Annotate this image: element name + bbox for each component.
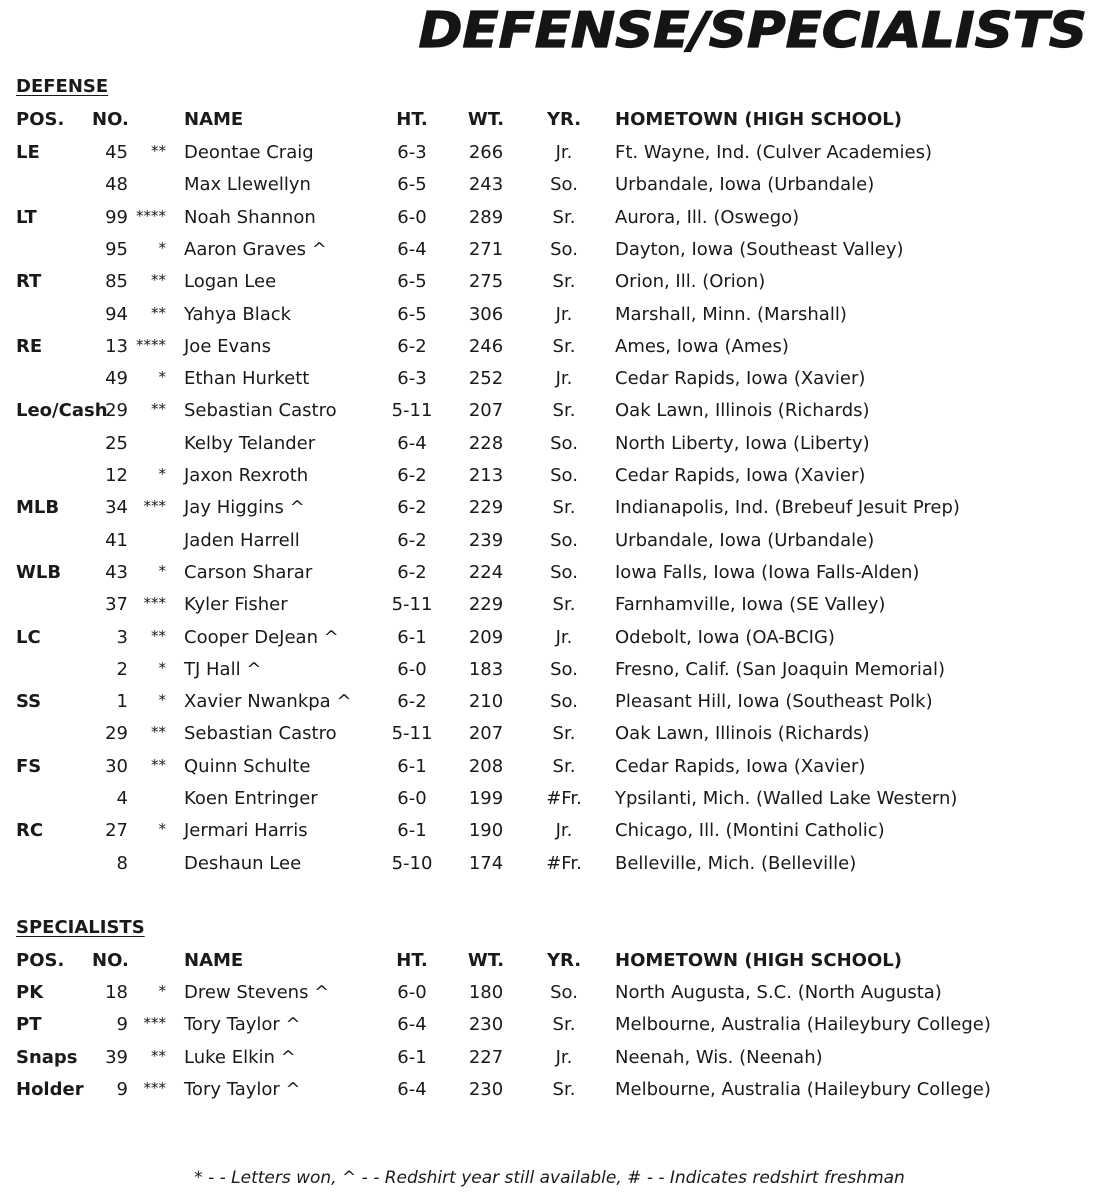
header-wt: WT.: [467, 950, 505, 971]
row-height: 6-0: [397, 206, 427, 228]
row-weight: 229: [468, 497, 504, 519]
row-number: 27: [105, 820, 128, 842]
row-number: 9: [116, 1014, 128, 1036]
row-year: Sr.: [552, 497, 576, 519]
row-position: Snaps: [16, 1046, 78, 1068]
row-letters-stars: **: [151, 271, 166, 290]
row-number: 12: [105, 465, 128, 486]
row-number: 85: [105, 271, 128, 293]
row-letters-stars: **: [151, 626, 166, 645]
row-height: 6-2: [397, 465, 427, 486]
table-row: [0, 627, 1099, 659]
row-hometown: Urbandale, Iowa (Urbandale): [615, 529, 875, 551]
row-position: LC: [16, 626, 41, 648]
row-player-name: Quinn Schulte: [184, 755, 311, 777]
row-weight: 183: [468, 658, 504, 680]
row-player-name: Kelby Telander: [184, 432, 316, 454]
table-row: [0, 239, 1099, 271]
row-height: 6-2: [397, 529, 427, 551]
row-weight: 252: [468, 368, 504, 390]
row-height: 6-4: [397, 432, 427, 454]
row-height: 5-11: [391, 594, 433, 616]
row-year: Sr.: [552, 723, 576, 745]
row-hometown: Ypsilanti, Mich. (Walled Lake Western): [615, 788, 958, 809]
row-letters-stars: ***: [143, 594, 166, 613]
table-row: [0, 433, 1099, 465]
row-weight: 174: [468, 852, 504, 874]
row-letters-stars: ***: [143, 497, 166, 516]
row-letters-stars: ***: [143, 1014, 166, 1033]
row-year: Jr.: [555, 142, 573, 163]
row-hometown: Melbourne, Australia (Haileybury College): [615, 1014, 991, 1036]
table-row: [0, 336, 1099, 368]
row-year: #Fr.: [546, 788, 582, 809]
row-height: 5-11: [391, 723, 433, 745]
row-weight: 306: [468, 303, 504, 325]
table-row: [0, 400, 1099, 432]
row-position: RT: [16, 271, 42, 293]
row-height: 6-1: [397, 820, 427, 842]
row-weight: 190: [468, 820, 504, 842]
row-player-name: Jaden Harrell: [184, 529, 300, 551]
row-hometown: Marshall, Minn. (Marshall): [615, 303, 847, 325]
table-row: [0, 142, 1099, 174]
row-player-name: Max Llewellyn: [184, 174, 311, 196]
row-number: 99: [105, 206, 128, 228]
row-hometown: Pleasant Hill, Iowa (Southeast Polk): [615, 691, 933, 713]
row-hometown: Urbandale, Iowa (Urbandale): [615, 174, 875, 196]
row-year: So.: [550, 174, 578, 196]
row-hometown: Ames, Iowa (Ames): [615, 335, 789, 357]
row-position: MLB: [16, 497, 60, 519]
row-height: 6-1: [397, 755, 427, 777]
row-number: 48: [105, 174, 128, 196]
row-weight: 180: [468, 982, 504, 1003]
row-year: #Fr.: [546, 852, 582, 874]
row-number: 4: [116, 788, 128, 809]
row-number: 34: [105, 497, 128, 519]
row-weight: 208: [468, 755, 504, 777]
table-row: [0, 1079, 1099, 1111]
row-number: 29: [105, 400, 128, 422]
row-player-name: TJ Hall ^: [184, 658, 262, 680]
table-row: [0, 271, 1099, 303]
header-ht: HT.: [396, 950, 428, 971]
header-wt: WT.: [467, 109, 505, 130]
table-row: [0, 756, 1099, 788]
row-year: Sr.: [552, 1014, 576, 1036]
row-weight: 213: [468, 465, 504, 486]
row-player-name: Jermari Harris: [184, 820, 308, 842]
row-position: Leo/Cash: [16, 400, 108, 422]
row-height: 6-4: [397, 238, 427, 260]
row-height: 6-0: [397, 658, 427, 680]
row-height: 6-5: [397, 174, 427, 196]
row-letters-stars: *: [158, 982, 166, 1000]
row-height: 6-0: [397, 788, 427, 809]
row-weight: 230: [468, 1014, 504, 1036]
row-weight: 210: [468, 691, 504, 713]
specialists-table-header: [0, 950, 1099, 982]
row-letters-stars: **: [151, 1046, 166, 1065]
row-number: 29: [105, 723, 128, 745]
row-number: 2: [116, 658, 128, 680]
row-weight: 199: [468, 788, 504, 809]
table-row: [0, 788, 1099, 820]
row-number: 43: [105, 561, 128, 583]
row-player-name: Drew Stevens ^: [184, 982, 330, 1003]
row-year: Sr.: [552, 594, 576, 616]
row-number: 49: [105, 368, 128, 390]
row-letters-stars: **: [151, 723, 166, 742]
row-player-name: Luke Elkin ^: [184, 1046, 296, 1068]
row-hometown: Oak Lawn, Illinois (Richards): [615, 723, 870, 745]
row-weight: 243: [468, 174, 504, 196]
row-player-name: Kyler Fisher: [184, 594, 288, 616]
row-height: 6-2: [397, 691, 427, 713]
row-year: So.: [550, 982, 578, 1003]
row-letters-stars: ***: [143, 1078, 166, 1097]
row-player-name: Sebastian Castro: [184, 400, 337, 422]
row-number: 1: [116, 691, 128, 713]
table-row: [0, 1047, 1099, 1079]
row-hometown: Oak Lawn, Illinois (Richards): [615, 400, 870, 422]
row-hometown: Indianapolis, Ind. (Brebeuf Jesuit Prep): [615, 497, 960, 519]
table-row: [0, 691, 1099, 723]
row-position: LE: [16, 142, 40, 163]
row-weight: 209: [468, 626, 504, 648]
row-player-name: Noah Shannon: [184, 206, 316, 228]
row-player-name: Aaron Graves ^: [184, 238, 327, 260]
row-hometown: Orion, Ill. (Orion): [615, 271, 766, 293]
row-position: FS: [16, 755, 42, 777]
page-title: DEFENSE/SPECIALISTS: [418, 2, 1087, 59]
row-position: PK: [16, 982, 44, 1003]
row-year: Jr.: [555, 626, 573, 648]
row-weight: 266: [468, 142, 504, 163]
header-name: NAME: [184, 109, 244, 130]
table-row: [0, 1014, 1099, 1046]
row-position: RE: [16, 335, 43, 357]
row-weight: 207: [468, 723, 504, 745]
row-height: 5-11: [391, 400, 433, 422]
row-number: 30: [105, 755, 128, 777]
header-yr: YR.: [546, 950, 582, 971]
row-position: SS: [16, 691, 42, 713]
table-row: [0, 530, 1099, 562]
table-row: [0, 982, 1099, 1014]
row-number: 25: [105, 432, 128, 454]
row-letters-stars: ****: [136, 335, 166, 354]
table-row: [0, 207, 1099, 239]
row-year: Sr.: [552, 271, 576, 293]
row-year: So.: [550, 465, 578, 486]
row-weight: 289: [468, 206, 504, 228]
header-pos: POS.: [16, 950, 65, 971]
row-number: 8: [116, 852, 128, 874]
defense-table-header: [0, 109, 1099, 141]
row-height: 5-10: [391, 852, 433, 874]
row-height: 6-1: [397, 1046, 427, 1068]
table-row: [0, 562, 1099, 594]
row-player-name: Deshaun Lee: [184, 852, 302, 874]
row-hometown: Dayton, Iowa (Southeast Valley): [615, 238, 904, 260]
row-hometown: Cedar Rapids, Iowa (Xavier): [615, 755, 866, 777]
row-height: 6-0: [397, 982, 427, 1003]
defense-section-label: DEFENSE: [16, 76, 109, 97]
row-player-name: Deontae Craig: [184, 142, 314, 163]
row-height: 6-1: [397, 626, 427, 648]
row-player-name: Jay Higgins ^: [184, 497, 305, 519]
row-weight: 246: [468, 335, 504, 357]
table-row: [0, 853, 1099, 885]
row-year: Sr.: [552, 755, 576, 777]
row-hometown: Ft. Wayne, Ind. (Culver Academies): [615, 142, 932, 163]
row-player-name: Logan Lee: [184, 271, 277, 293]
row-year: Sr.: [552, 1078, 576, 1100]
table-row: [0, 304, 1099, 336]
table-row: [0, 659, 1099, 691]
row-year: So.: [550, 658, 578, 680]
row-player-name: Ethan Hurkett: [184, 368, 310, 390]
row-position: Holder: [16, 1078, 84, 1100]
row-number: 41: [105, 529, 128, 551]
row-position: WLB: [16, 561, 62, 583]
row-player-name: Xavier Nwankpa ^: [184, 691, 352, 713]
row-year: Jr.: [555, 303, 573, 325]
row-position: LT: [16, 206, 37, 228]
row-year: Sr.: [552, 400, 576, 422]
table-row: [0, 594, 1099, 626]
row-letters-stars: *: [158, 820, 166, 839]
header-no: NO.: [92, 950, 129, 971]
row-position: RC: [16, 820, 44, 842]
row-number: 13: [105, 335, 128, 357]
row-letters-stars: **: [151, 303, 166, 322]
row-year: So.: [550, 529, 578, 551]
row-number: 39: [105, 1046, 128, 1068]
row-number: 9: [116, 1078, 128, 1100]
row-height: 6-2: [397, 335, 427, 357]
row-hometown: Chicago, Ill. (Montini Catholic): [615, 820, 885, 842]
row-weight: 230: [468, 1078, 504, 1100]
row-hometown: Odebolt, Iowa (OA-BCIG): [615, 626, 835, 648]
table-row: [0, 820, 1099, 852]
header-pos: POS.: [16, 109, 65, 130]
row-letters-stars: **: [151, 142, 166, 160]
row-year: So.: [550, 691, 578, 713]
row-number: 18: [105, 982, 128, 1003]
row-year: Jr.: [555, 1046, 573, 1068]
row-year: Sr.: [552, 206, 576, 228]
row-letters-stars: *: [158, 238, 166, 257]
row-letters-stars: *: [158, 691, 166, 710]
table-row: [0, 465, 1099, 497]
row-letters-stars: **: [151, 755, 166, 774]
row-player-name: Carson Sharar: [184, 561, 313, 583]
row-height: 6-3: [397, 142, 427, 163]
row-year: Sr.: [552, 335, 576, 357]
row-player-name: Joe Evans: [184, 335, 271, 357]
row-player-name: Yahya Black: [184, 303, 292, 325]
specialists-section-label: SPECIALISTS: [16, 917, 145, 938]
header-no: NO.: [92, 109, 129, 130]
row-year: So.: [550, 432, 578, 454]
row-height: 6-2: [397, 497, 427, 519]
footnote: * - - Letters won, ^ - - Redshirt year still available, # - - Indicates redshirt freshman: [194, 1168, 905, 1188]
row-hometown: Neenah, Wis. (Neenah): [615, 1046, 823, 1068]
row-weight: 207: [468, 400, 504, 422]
row-hometown: North Liberty, Iowa (Liberty): [615, 432, 870, 454]
row-letters-stars: *: [158, 561, 166, 580]
row-height: 6-3: [397, 368, 427, 390]
row-player-name: Tory Taylor ^: [184, 1014, 301, 1036]
row-weight: 239: [468, 529, 504, 551]
row-number: 45: [105, 142, 128, 163]
row-hometown: Iowa Falls, Iowa (Iowa Falls-Alden): [615, 561, 920, 583]
table-row: [0, 174, 1099, 206]
row-player-name: Koen Entringer: [184, 788, 318, 809]
row-hometown: Belleville, Mich. (Belleville): [615, 852, 857, 874]
row-hometown: Farnhamville, Iowa (SE Valley): [615, 594, 886, 616]
table-row: [0, 723, 1099, 755]
row-letters-stars: **: [151, 400, 166, 419]
row-year: So.: [550, 238, 578, 260]
row-year: So.: [550, 561, 578, 583]
row-hometown: Cedar Rapids, Iowa (Xavier): [615, 368, 866, 390]
table-row: [0, 497, 1099, 529]
row-height: 6-5: [397, 271, 427, 293]
row-weight: 227: [468, 1046, 504, 1068]
row-number: 37: [105, 594, 128, 616]
row-weight: 275: [468, 271, 504, 293]
row-weight: 228: [468, 432, 504, 454]
row-letters-stars: *: [158, 465, 166, 483]
header-hometown: HOMETOWN (HIGH SCHOOL): [615, 109, 902, 130]
header-hometown: HOMETOWN (HIGH SCHOOL): [615, 950, 902, 971]
row-weight: 229: [468, 594, 504, 616]
row-year: Jr.: [555, 368, 573, 390]
row-letters-stars: *: [158, 658, 166, 677]
row-hometown: Cedar Rapids, Iowa (Xavier): [615, 465, 866, 486]
header-name: NAME: [184, 950, 244, 971]
row-year: Jr.: [555, 820, 573, 842]
row-player-name: Tory Taylor ^: [184, 1078, 301, 1100]
row-hometown: Aurora, Ill. (Oswego): [615, 206, 800, 228]
table-row: [0, 368, 1099, 400]
header-yr: YR.: [546, 109, 582, 130]
row-height: 6-5: [397, 303, 427, 325]
row-number: 95: [105, 238, 128, 260]
row-letters-stars: ****: [136, 206, 166, 225]
row-height: 6-2: [397, 561, 427, 583]
row-player-name: Sebastian Castro: [184, 723, 337, 745]
row-position: PT: [16, 1014, 42, 1036]
row-player-name: Cooper DeJean ^: [184, 626, 339, 648]
row-height: 6-4: [397, 1014, 427, 1036]
row-height: 6-4: [397, 1078, 427, 1100]
row-hometown: Fresno, Calif. (San Joaquin Memorial): [615, 658, 945, 680]
row-hometown: North Augusta, S.C. (North Augusta): [615, 982, 942, 1003]
row-number: 94: [105, 303, 128, 325]
row-number: 3: [116, 626, 128, 648]
row-weight: 224: [468, 561, 504, 583]
row-player-name: Jaxon Rexroth: [184, 465, 309, 486]
row-weight: 271: [468, 238, 504, 260]
row-hometown: Melbourne, Australia (Haileybury College): [615, 1078, 991, 1100]
header-ht: HT.: [396, 109, 428, 130]
row-letters-stars: *: [158, 368, 166, 387]
